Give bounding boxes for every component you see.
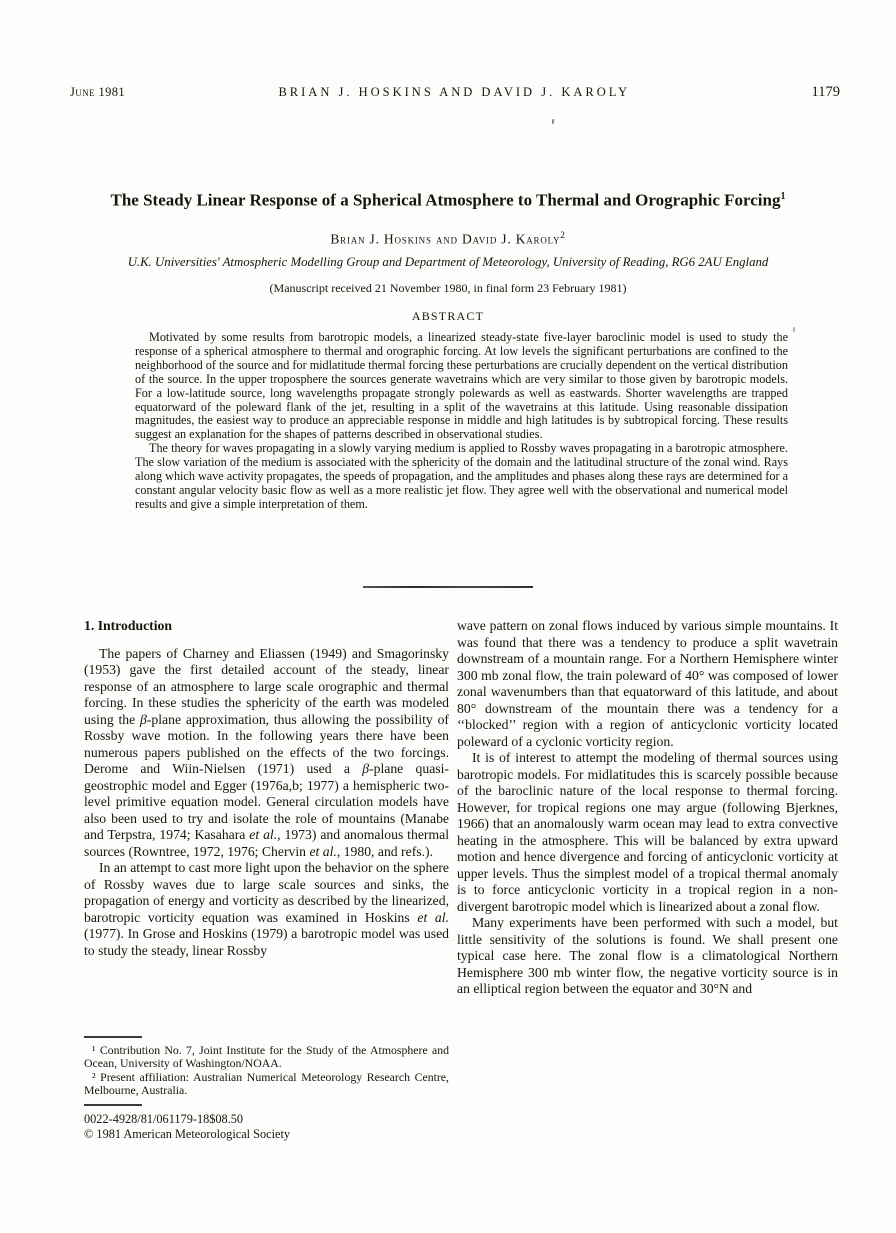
abstract-divider-rule (363, 586, 533, 588)
manuscript-received-line: (Manuscript received 21 November 1980, in final form 23 February 1981) (269, 281, 627, 295)
author-footnote-mark: 2 (560, 230, 566, 240)
journal-date: June 1981 (70, 85, 126, 99)
section-heading-introduction: 1. Introduction (84, 618, 172, 633)
affiliation-line: U.K. Universities' Atmospheric Modelling Group and Department of Meteorology, University of Reading, RG6 2AU England (127, 255, 769, 269)
body-paragraph: Many experiments have been performed with such a model, but little sensitivity of the solutions is found. We shall present one typical case here. The zonal flow is a climatological Northern Hemisphere 300 mb winter flow, the negative vorticity source is in an elliptical region between the equator and 30°N and (457, 915, 838, 996)
page-number: 1179 (811, 84, 840, 100)
abstract-heading: ABSTRACT (411, 309, 485, 323)
body-column-left (84, 618, 449, 959)
footnote-block (84, 1036, 449, 1097)
issn-line: 0022-4928/81/061179-18$08.50 (84, 1112, 244, 1126)
body-paragraph: wave pattern on zonal flows induced by various simple mountains. It was found that there was a tendency to produce a split wavetrain downstream of a mountain range. For a Northern Hemisphere winter 300 mb zonal flow, the train poleward of 40° was composed of lower zonal wavenumbers than that equatorward of this latitude, and about 80° downstream of the mountain there was a tendency for a ‘‘blocked’’ region with a region of anticyclonic vorticity located poleward of a cyclonic vorticity region. (457, 618, 838, 749)
footnote-2: ² Present affiliation: Australian Numerical Meteorology Research Centre, Melbourne, Australia. (84, 1069, 449, 1097)
body-paragraph: In an attempt to cast more light upon the behavior on the sphere of Rossby waves due to large scale sources and sinks, the propagation of energy and vorticity as described by the linearized, barotropic vorticity equation was examined in Hoskins et al. (1977). In Grose and Hoskins (1979) a barotropic model was used to study the steady, linear Rossby (84, 860, 449, 958)
body-paragraph: It is of interest to attempt the modeling of thermal sources using barotropic models. For midlatitudes this is scarcely possible because of the baroclinic nature of the local response to thermal forcing. However, for tropical regions one may argue (following Bjerknes, 1966) that an anomalously warm ocean may lead to extra convective heating in the atmosphere. This will be balanced by extra upward motion and hence divergence and forcing of anticyclonic vorticity at upper levels. Thus the simplest model of a tropical thermal anomaly is to force anticyclonic vorticity in a tropical region in a non-divergent barotropic model which is linearized about a zonal flow. (457, 750, 838, 914)
abstract-paragraph-1: Motivated by some results from barotropic models, a linearized steady-state five-layer baroclinic model is used to study the response of a spherical atmosphere to thermal and orographic forcing. At low levels the significant perturbations are confined to the neighborhood of the source and for midlatitude thermal forcing these perturbations are crucially dependent on the vertical distribution of the source. In the upper troposphere the sources generate wavetrains which are very similar to those given by barotropic models. For a low-latitude source, long wavelengths propagate strongly polewards as well as eastwards. Shorter wavelengths are trapped equatorward of the poleward flank of the jet, resulting in a split of the wavetrains at this latitude. Using reasonable dissipation magnitudes, the easiest way to produce an appreciable response in middle and high latitudes is by subtropical forcing. These results suggest an explanation for the shapes of patterns described in observational studies. (135, 330, 788, 442)
scan-artifact (793, 327, 796, 332)
imprint-rule (84, 1104, 142, 1106)
scan-artifact (552, 119, 555, 124)
article-title (40, 187, 856, 211)
article-title-text: The Steady Linear Response of a Spherical Atmosphere to Thermal and Orographic Forcing (110, 190, 781, 210)
imprint-block (84, 1104, 449, 1142)
footnote-rule (84, 1036, 142, 1038)
title-footnote-mark: 1 (780, 191, 786, 202)
abstract-paragraph-2: The theory for waves propagating in a slowly varying medium is applied to Rossby waves propagating in a barotropic atmosphere. The slow variation of the medium is associated with the sphericity of the domain and the latitudinal structure of the zonal wind. Rays along which wave activity propagates, the speeds of propagation, and the amplitudes and phases along these rays are determined for a constant angular velocity basic flow as well as a more realistic jet flow. They agree well with the observational and numerical model results and give a simple interpretation of them. (135, 441, 788, 511)
authors-line (0, 230, 896, 248)
running-head-authors: BRIAN J. HOSKINS AND DAVID J. KAROLY (278, 85, 631, 99)
running-header (70, 84, 840, 101)
authors-names: Brian J. Hoskins and David J. Karoly (330, 231, 561, 247)
abstract-block (135, 331, 788, 512)
body-column-right (457, 618, 838, 998)
copyright-line: © 1981 American Meteorological Society (84, 1127, 291, 1141)
body-paragraph: The papers of Charney and Eliassen (1949) and Smagorinsky (1953) gave the first detailed account of the steady, linear response of an atmosphere to large scale orographic and thermal forcing. In these studies the sphericity of the earth was modeled using the β-plane approximation, thus allowing the possibility of Rossby wave motion. In the following years there have been numerous papers published on the effects of the two forcings. Derome and Wiin-Nielsen (1971) used a β-plane quasi-geostrophic model and Egger (1976a,b; 1977) a hemispheric two-level primitive equation model. General circulation models have also been used to try and isolate the role of mountains (Manabe and Terpstra, 1974; Kasahara et al., 1973) and anomalous thermal sources (Rowntree, 1972, 1976; Chervin et al., 1980, and refs.). (84, 645, 449, 859)
footnote-1: ¹ Contribution No. 7, Joint Institute for the Study of the Atmosphere and Ocean, University of Washington/NOAA. (84, 1043, 449, 1071)
